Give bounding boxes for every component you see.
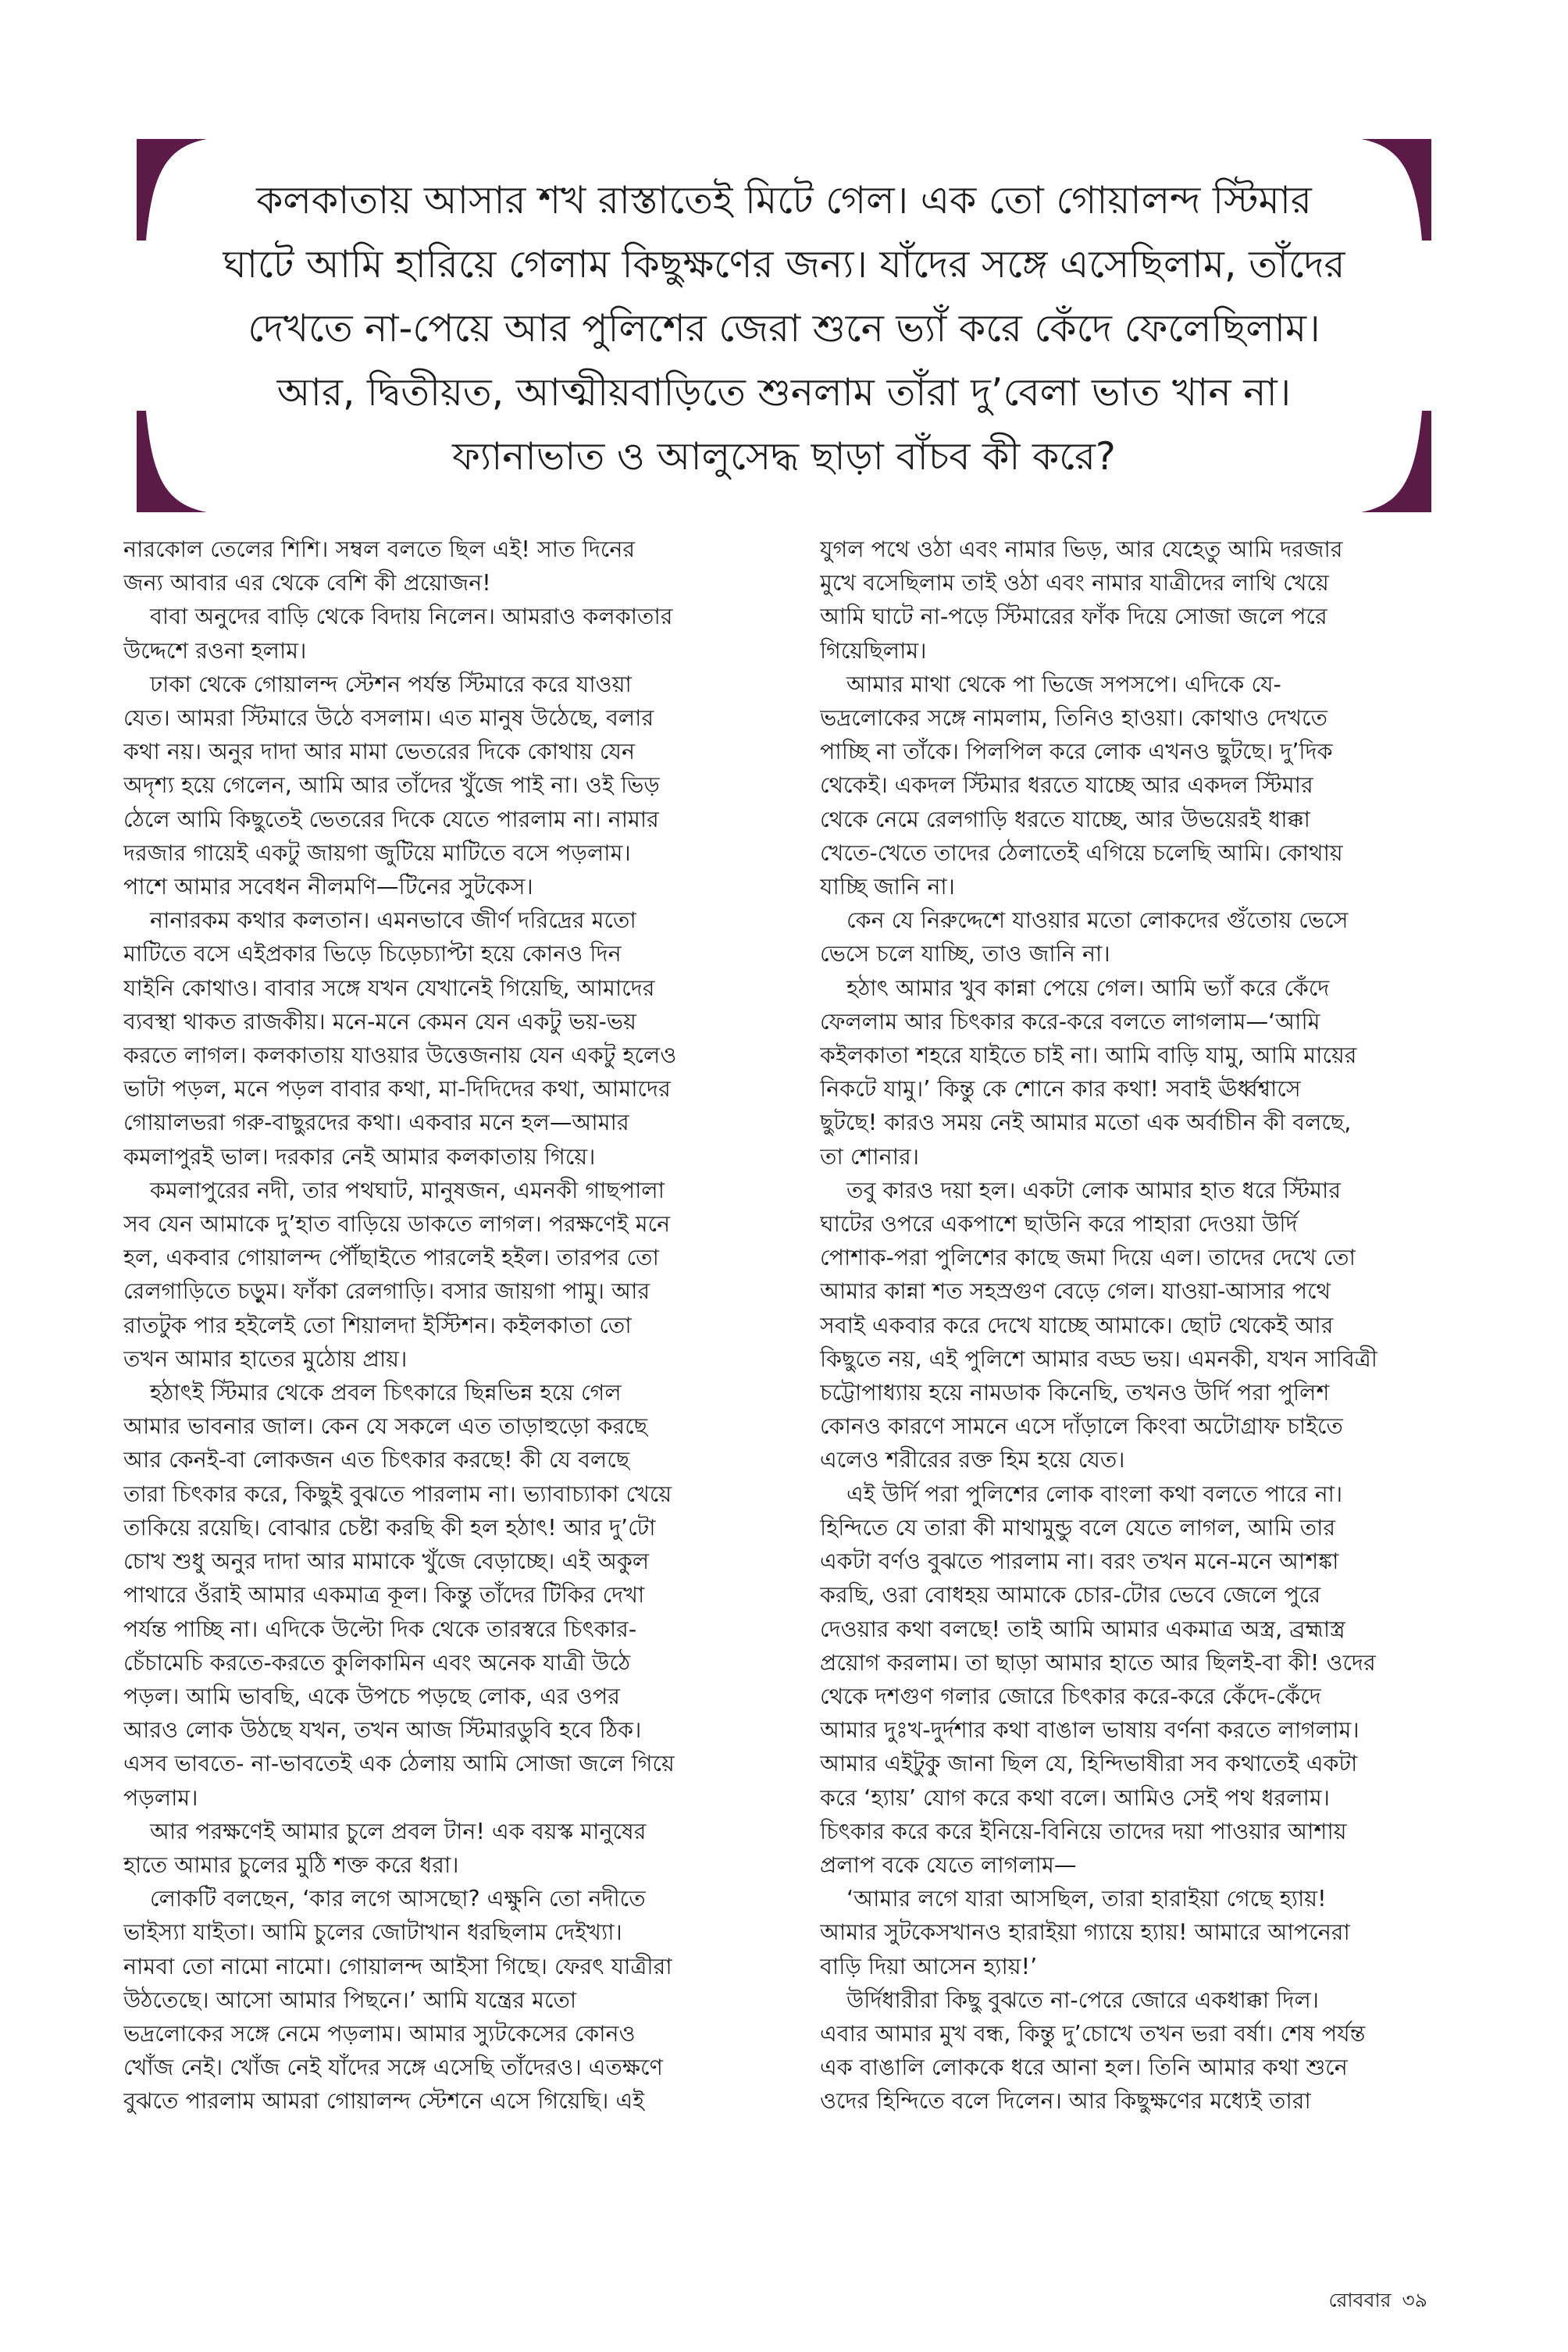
- text-line: বাবা অনুদের বাড়ি থেকে বিদায় নিলেন। আমরাও কলকাতার: [150, 603, 673, 630]
- text-line: ঢাকা থেকে গোয়ালন্দ স্টেশন পর্যন্ত স্টিমারে করে যাওয়া: [150, 670, 632, 697]
- text-line: যেত। আমরা স্টিমারে উঠে বসলাম। এত মানুষ উঠেছে, বলার: [123, 704, 654, 732]
- text-line: মুখে বসেছিলাম তাই ওঠা এবং নামার যাত্রীদের লাথি খেয়ে: [820, 569, 1329, 597]
- page-number: ৩৯: [1402, 2289, 1427, 2311]
- pull-quote-text: [168, 169, 1400, 489]
- text-line: থেকেই। একদল স্টিমার ধরতে যাচ্ছে আর একদল স্টিমার: [820, 772, 1313, 799]
- text-line: অদৃশ্য হয়ে গেলেন, আমি আর তাঁদের খুঁজে পাই না। ওই ভিড়: [123, 772, 660, 799]
- text-line: নিকটে যামু।’ কিন্তু কে শোনে কার কথা! সবাই ঊর্ধ্বশ্বাসে: [820, 1075, 1301, 1103]
- text-line: সব যেন আমাকে দু’হাত বাড়িয়ে ডাকতে লাগল। পরক্ষণেই মনে: [123, 1210, 671, 1238]
- text-line: ব্যবস্থা থাকত রাজকীয়। মনে-মনে কেমন যেন একটু ভয়-ভয়: [123, 1007, 636, 1035]
- text-line: এবার আমার মুখ বন্ধ, কিন্তু দু’চোখে তখন ভরা বর্ষা। শেষ পর্যন্ত: [820, 2019, 1366, 2047]
- pull-quote: [137, 139, 1431, 512]
- text-line: চট্টোপাধ্যায় হয়ে নামডাক কিনেছি, তখনও উর্দি পরা পুলিশ: [820, 1379, 1330, 1406]
- text-line: বুঝতে পারলাম আমরা গোয়ালন্দ স্টেশনে এসে গিয়েছি। এই: [123, 2087, 645, 2115]
- pull-quote-line: ঘাটে আমি হারিয়ে গেলাম কিছুক্ষণের জন্য। যাঁদের সঙ্গে এসেছিলাম, তাঁদের: [223, 242, 1345, 287]
- text-line: ভাইস্যা যাইতা। আমি চুলের জোটাখান ধরছিলাম দেইখ্যা।: [123, 1919, 622, 1946]
- text-line: দেওয়ার কথা বলছে! তাই আমি আমার একমাত্র অস্ত্র, ব্রহ্মাস্ত্র: [820, 1615, 1345, 1642]
- text-line: আরও লোক উঠছে যখন, তখন আজ স্টিমারডুবি হবে ঠিক।: [123, 1716, 642, 1744]
- text-line: হিন্দিতে যে তারা কী মাথামুন্ডু বলে যেতে লাগল, আমি তার: [820, 1513, 1336, 1541]
- text-line: হাতে আমার চুলের মুঠি শক্ত করে ধরা।: [123, 1851, 459, 1878]
- text-line: আমার কান্না শত সহস্রগুণ বেড়ে গেল। যাওয়া-আসার পথে: [820, 1278, 1331, 1305]
- text-line: আমার সুটকেসখানও হারাইয়া গ্যায়ে হ্যায়! আমারে আপনেরা: [820, 1919, 1350, 1946]
- text-line: তারা চিৎকার করে, কিছুই বুঝতে পারলাম না। ভ্যাবাচ্যাকা খেয়ে: [123, 1480, 672, 1507]
- text-line: গিয়েছিলাম।: [820, 636, 927, 664]
- article-column-left: [123, 533, 811, 2119]
- pull-quote-line: দেখতে না-পেয়ে আর পুলিশের জেরা শুনে ভ্যাঁ করে কেঁদে ফেলেছিলাম।: [248, 306, 1320, 351]
- text-line: আমার ভাবনার জাল। কেন যে সকলে এত তাড়াহুড়ো করছে: [123, 1413, 648, 1440]
- text-line: প্রয়োগ করলাম। তা ছাড়া আমার হাতে আর ছিলই-বা কী! ওদের: [820, 1648, 1376, 1676]
- text-line: ভাটা পড়ল, মনে পড়ল বাবার কথা, মা-দিদিদের কথা, আমাদের: [123, 1075, 671, 1103]
- text-line: থেকে নেমে রেলগাড়ি ধরতে যাচ্ছে, আর উভয়েরই ধাক্কা: [820, 805, 1310, 832]
- text-line: দরজার গায়েই একটু জায়গা জুটিয়ে মাটিতে বসে পড়লাম।: [123, 839, 631, 866]
- text-line: ওদের হিন্দিতে বলে দিলেন। আর কিছুক্ষণের মধ্যেই তারা: [820, 2087, 1311, 2115]
- text-line: পাশে আমার সবেধন নীলমণি—টিনের সুটকেস।: [123, 873, 533, 900]
- text-line: নামবা তো নামো নামো। গোয়ালন্দ আইসা গিছে। ফেরৎ যাত্রীরা: [123, 1952, 672, 1980]
- text-line: উঠতেছে। আসো আমার পিছনে।’ আমি যন্ত্রের মতো: [123, 1986, 577, 2013]
- text-line: আমার মাথা থেকে পা ভিজে সপসপে। এদিকে যে-: [846, 670, 1281, 697]
- text-line: করতে লাগল। কলকাতায় যাওয়ার উত্তেজনায় যেন একটু হলেও: [123, 1042, 677, 1069]
- text-line: পর্যন্ত পাচ্ছি না। এদিকে উল্টো দিক থেকে তারস্বরে চিৎকার-: [123, 1615, 637, 1642]
- text-line: কোনও কারণে সামনে এসে দাঁড়ালে কিংবা অটোগ্রাফ চাইতে: [820, 1413, 1343, 1440]
- article-column-right: [820, 533, 1507, 2119]
- magazine-name: রোববার: [1328, 2289, 1392, 2311]
- text-line: ভদ্রলোকের সঙ্গে নেমে পড়লাম। আমার স্যুটকেসের কোনও: [123, 2019, 636, 2047]
- text-line: চিৎকার করে করে ইনিয়ে-বিনিয়ে তাদের দয়া পাওয়ার আশায়: [820, 1817, 1347, 1844]
- text-line: থেকে দশগুণ গলার জোরে চিৎকার করে-করে কেঁদে-কেঁদে: [820, 1682, 1321, 1709]
- text-line: ভেসে চলে যাচ্ছি, তাও জানি না।: [820, 940, 1110, 968]
- text-line: আর কেনই-বা লোকজন এত চিৎকার করছে! কী যে বলছে: [123, 1446, 630, 1474]
- text-line: হঠাৎ আমার খুব কান্না পেয়ে গেল। আমি ভ্যাঁ করে কেঁদে: [846, 974, 1330, 1001]
- text-line: যাইনি কোথাও। বাবার সঙ্গে যখন যেখানেই গিয়েছি, আমাদের: [123, 974, 655, 1001]
- text-line: কমলাপুরের নদী, তার পথঘাট, মানুষজন, এমনকী গাছপালা: [150, 1176, 665, 1203]
- page-footer: [1329, 2285, 1427, 2318]
- pull-quote-line: আর, দ্বিতীয়ত, আত্মীয়বাড়িতে শুনলাম তাঁরা দু’বেলা ভাত খান না।: [276, 370, 1292, 415]
- text-line: এক বাঙালি লোককে ধরে আনা হল। তিনি আমার কথা শুনে: [820, 2054, 1348, 2081]
- text-line: পোশাক-পরা পুলিশের কাছে জমা দিয়ে এল। তাদের দেখে তো: [820, 1244, 1356, 1271]
- text-line: কেন যে নিরুদ্দেশে যাওয়ার মতো লোকদের গুঁতোয় ভেসে: [846, 907, 1349, 934]
- text-line: ছুটছে! কারও সময় নেই আমার মতো এক অর্বাচীন কী বলছে,: [820, 1109, 1352, 1136]
- text-line: রাতটুক পার হইলেই তো শিয়ালদা ইস্টিশন। কইলকাতা তো: [123, 1311, 632, 1338]
- text-line: বাড়ি দিয়া আসেন হ্যায়!’: [820, 1952, 1038, 1980]
- text-line: এই উর্দি পরা পুলিশের লোক বাংলা কথা বলতে পারে না।: [846, 1480, 1343, 1507]
- text-line: প্রলাপ বকে যেতে লাগলাম—: [820, 1851, 1077, 1878]
- pull-quote-line: কলকাতায় আসার শখ রাস্তাতেই মিটে গেল। এক তো গোয়ালন্দ স্টিমার: [256, 178, 1312, 223]
- text-line: উদ্দেশে রওনা হলাম।: [123, 636, 307, 664]
- text-line: এসব ভাবতে- না-ভাবতেই এক ঠেলায় আমি সোজা জলে গিয়ে: [123, 1750, 675, 1777]
- text-line: কিছুতে নয়, এই পুলিশে আমার বড্ড ভয়। এমনকী, যখন সাবিত্রী: [820, 1345, 1377, 1372]
- text-line: জন্য আবার এর থেকে বেশি কী প্রয়োজন!: [123, 569, 491, 597]
- text-line: একটা বর্ণও বুঝতে পারলাম না। বরং তখন মনে-মনে আশঙ্কা: [820, 1548, 1339, 1575]
- text-line: তবু কারও দয়া হল। একটা লোক আমার হাত ধরে স্টিমার: [846, 1176, 1342, 1203]
- text-line: আমার দুঃখ-দুর্দশার কথা বাঙাল ভাষায় বর্ণনা করতে লাগলাম।: [820, 1716, 1360, 1744]
- text-line: আমার এইটুকু জানা ছিল যে, হিন্দিভাষীরা সব কথাতেই একটা: [820, 1750, 1358, 1777]
- text-line: আর পরক্ষণেই আমার চুলে প্রবল টান! এক বয়স্ক মানুষের: [150, 1817, 647, 1844]
- text-line: ঠেলে আমি কিছুতেই ভেতরের দিকে যেতে পারলাম না। নামার: [123, 805, 659, 832]
- text-line: করে ‘হ্যায়’ যোগ করে কথা বলে। আমিও সেই পথ ধরলাম।: [820, 1784, 1330, 1811]
- text-line: রেলগাড়িতে চড়ুম। ফাঁকা রেলগাড়ি। বসার জায়গা পামু। আর: [123, 1278, 650, 1305]
- text-line: যাচ্ছি জানি না।: [820, 873, 955, 900]
- pull-quote-line: ফ্যানাভাত ও আলুসেদ্ধ ছাড়া বাঁচব কী করে?: [452, 434, 1116, 479]
- text-line: ভদ্রলোকের সঙ্গে নামলাম, তিনিও হাওয়া। কোথাও দেখতে: [820, 704, 1328, 732]
- text-line: পাচ্ছি না তাঁকে। পিলপিল করে লোক এখনও ছুটছে। দু’দিক: [820, 738, 1333, 765]
- text-line: হল, একবার গোয়ালন্দ পৌঁছাইতে পারলেই হইল। তারপর তো: [123, 1244, 659, 1271]
- text-line: তখন আমার হাতের মুঠোয় প্রায়।: [123, 1345, 408, 1372]
- text-line: ‘আমার লগে যারা আসছিল, তারা হারাইয়া গেছে হ্যায়!: [846, 1885, 1327, 1912]
- text-line: মাটিতে বসে এইপ্রকার ভিড়ে চিড়েচ্যাপ্টা হয়ে কোনও দিন: [123, 940, 622, 968]
- text-line: পড়ল। আমি ভাবছি, একে উপচে পড়ছে লোক, এর ওপর: [123, 1682, 621, 1709]
- text-line: হঠাৎই স্টিমার থেকে প্রবল চিৎকারে ছিন্নভিন্ন হয়ে গেল: [150, 1379, 622, 1406]
- text-line: কথা নয়। অনুর দাদা আর মামা ভেতরের দিকে কোথায় যেন: [123, 738, 636, 765]
- text-line: সবাই একবার করে দেখে যাচ্ছে আমাকে। ছোট থেকেই আর: [820, 1311, 1334, 1338]
- text-line: লোকটি বলছেন, ‘কার লগে আসছো? এক্ষুনি তো নদীতে: [150, 1885, 646, 1912]
- text-line: করছি, ওরা বোধহয় আমাকে চোর-টোর ভেবে জেলে পুরে: [820, 1581, 1321, 1609]
- text-line: কইলকাতা শহরে যাইতে চাই না। আমি বাড়ি যামু, আমি মায়ের: [820, 1042, 1357, 1069]
- text-line: কমলাপুরই ভাল। দরকার নেই আমার কলকাতায় গিয়ে।: [123, 1142, 596, 1170]
- text-line: নারকোল তেলের শিশি। সম্বল বলতে ছিল এই! সাত দিনের: [123, 536, 636, 562]
- text-line: আমি ঘাটে না-পড়ে স্টিমারের ফাঁক দিয়ে সোজা জলে পরে: [820, 603, 1327, 630]
- text-line: চোখ শুধু অনুর দাদা আর মামাকে খুঁজে বেড়াচ্ছে। এই অকুল: [123, 1548, 650, 1575]
- text-line: চেঁচামেচি করতে-করতে কুলিকামিন এবং অনেক যাত্রী উঠে: [123, 1648, 631, 1676]
- text-line: যুগল পথে ওঠা এবং নামার ভিড়, আর যেহেতু আমি দরজার: [820, 536, 1343, 562]
- text-line: পড়লাম।: [123, 1784, 198, 1811]
- text-line: ঘাটের ওপরে একপাশে ছাউনি করে পাহারা দেওয়া উর্দি: [820, 1210, 1298, 1238]
- text-line: উর্দিধারীরা কিছু বুঝতে না-পেরে জোরে একধাক্কা দিল।: [846, 1986, 1320, 2013]
- text-line: গোয়ালভরা গরু-বাছুরদের কথা। একবার মনে হল—আমার: [123, 1109, 629, 1136]
- text-line: পাথারে ওঁরাই আমার একমাত্র কূল। কিন্তু তাঁদের টিকির দেখা: [123, 1581, 645, 1609]
- text-line: এলেও শরীরের রক্ত হিম হয়ে যেত।: [820, 1446, 1125, 1474]
- text-line: খোঁজ নেই। খোঁজ নেই যাঁদের সঙ্গে এসেছি তাঁদেরও। এতক্ষণে: [123, 2054, 663, 2081]
- text-line: তা শোনার।: [820, 1142, 919, 1170]
- text-line: নানারকম কথার কলতান। এমনভাবে জীর্ণ দরিদ্রের মতো: [150, 907, 636, 934]
- text-line: খেতে-খেতে তাদের ঠেলাতেই এগিয়ে চলেছি আমি। কোথায়: [820, 839, 1343, 866]
- text-line: তাকিয়ে রয়েছি। বোঝার চেষ্টা করছি কী হল হঠাৎ! আর দু’টো: [123, 1513, 656, 1541]
- text-line: ফেললাম আর চিৎকার করে-করে বলতে লাগলাম—‘আমি: [820, 1007, 1320, 1035]
